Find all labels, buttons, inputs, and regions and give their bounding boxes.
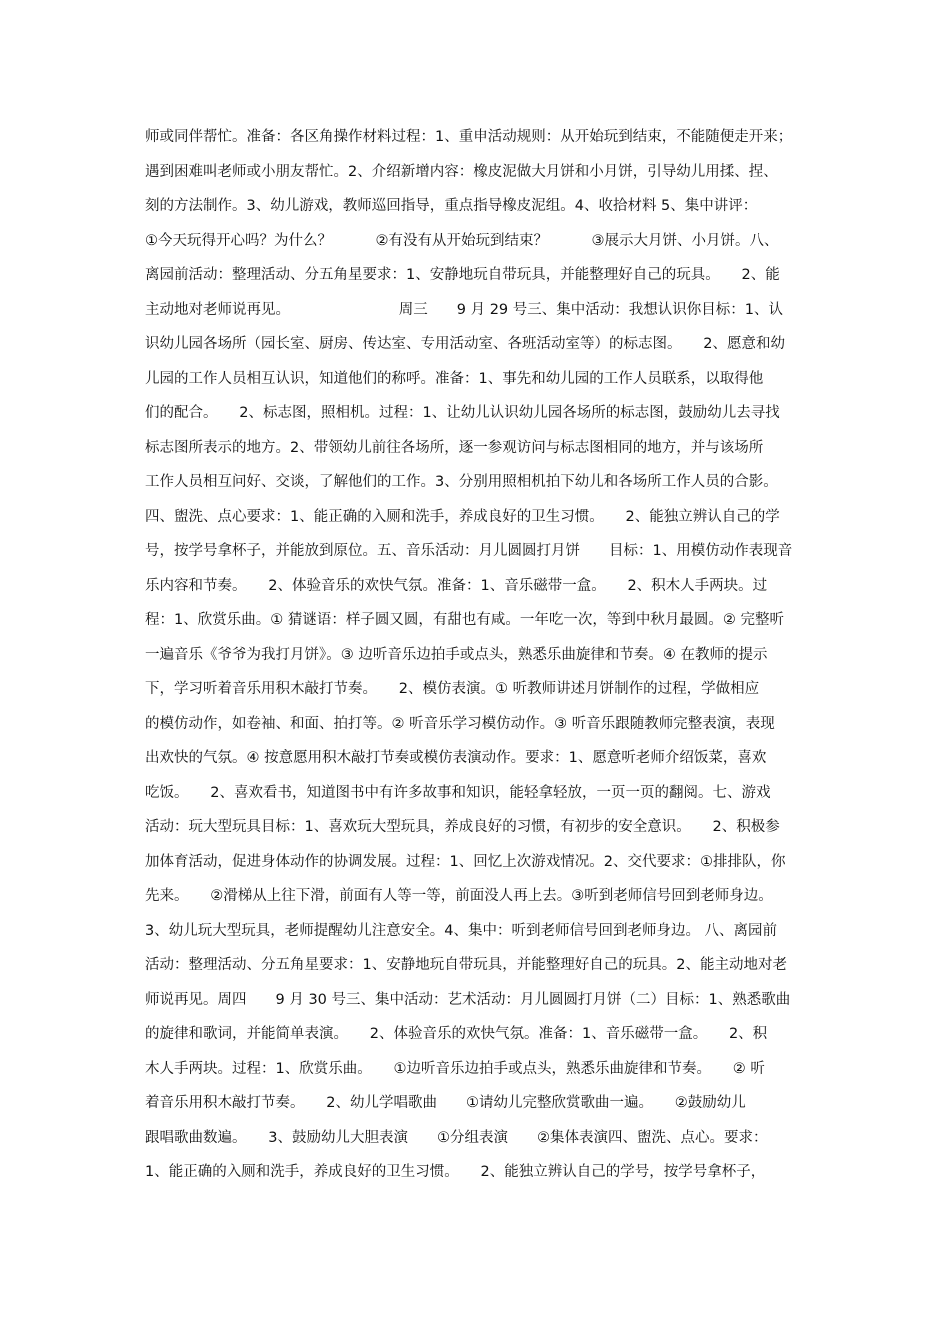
- text-line: 号，按学号拿杯子，并能放到原位。五、音乐活动：月儿圆圆打月饼 目标：1、用模仿动作表现音: [145, 543, 793, 559]
- text-line: 标志图所表示的地方。2、带领幼儿前往各场所，逐一参观访问与标志图相同的地方，并与该场所: [145, 439, 764, 456]
- text-line: 出欢快的气氛。④ 按意愿用积木敲打节奏或模仿表演动作。要求：1、愿意听老师介绍饭菜，喜欢: [145, 750, 767, 766]
- text-line: 木人手两块。过程：1、欣赏乐曲。 ①边听音乐边拍手或点头，熟悉乐曲旋律和节奏。 ② 听: [145, 1060, 765, 1077]
- text-line: 们的配合。 2、标志图，照相机。过程：1、让幼儿认识幼儿园各场所的标志图，鼓励幼儿去寻找: [145, 405, 780, 421]
- text-line: 一遍音乐《爷爷为我打月饼》。③ 边听音乐边拍手或点头，熟悉乐曲旋律和节奏。④ 在教师的提示: [145, 646, 768, 663]
- text-line: 刻的方法制作。3、幼儿游戏，教师巡回指导，重点指导橡皮泥组。4、收拾材料 5、集中讲评：: [145, 198, 758, 214]
- text-line: 识幼儿园各场所（园长室、厨房、传达室、专用活动室、各班活动室等）的标志图。 2、愿意和幼: [145, 336, 785, 352]
- text-line: 的旋律和歌词，并能简单表演。 2、体验音乐的欢快气氛。准备：1、音乐磁带一盒。 2、积: [145, 1026, 768, 1042]
- text-line: 吃饭。 2、喜欢看书，知道图书中有许多故事和知识，能轻拿轻放，一页一页的翻阅。七、游戏: [145, 784, 771, 801]
- text-line: 乐内容和节奏。 2、体验音乐的欢快气氛。准备：1、音乐磁带一盒。 2、积木人手两块。过: [145, 577, 768, 594]
- text-line: 跟唱歌曲数遍。 3、鼓励幼儿大胆表演 ①分组表演 ②集体表演四、盥洗、点心。要求：: [145, 1129, 768, 1146]
- text-line: 师说再见。周四 9 月 30 号三、集中活动：艺术活动：月儿圆圆打月饼（二）目标：1、熟悉歌曲: [145, 991, 791, 1008]
- text-line: 主动地对老师说再见。 周三 9 月 29 号三、集中活动：我想认识你目标：1、认: [145, 301, 783, 318]
- text-line: 四、盥洗、点心要求：1、能正确的入厕和洗手，养成良好的卫生习惯。 2、能独立辨认自己的学: [145, 508, 780, 525]
- text-line: 遇到困难叫老师或小朋友帮忙。2、介绍新增内容：橡皮泥做大月饼和小月饼，引导幼儿用揉、捏、: [145, 163, 778, 180]
- text-line: 程：1、欣赏乐曲。① 猜谜语：样子圆又圆，有甜也有咸。一年吃一次，等到中秋月最圆。② 完整听: [145, 612, 784, 628]
- text-line: 着音乐用积木敲打节奏。 2、幼儿学唱歌曲 ①请幼儿完整欣赏歌曲一遍。 ②鼓励幼儿: [145, 1095, 746, 1111]
- text-line: 的模仿动作，如卷袖、和面、拍打等。② 听音乐学习模仿动作。③ 听音乐跟随教师完整表演，表现: [145, 715, 775, 732]
- text-line: 工作人员相互问好、交谈，了解他们的工作。3、分别用照相机拍下幼儿和各场所工作人员的合影。: [145, 474, 778, 490]
- text-line: ①今天玩得开心吗？为什么？ ②有没有从开始玩到结束？ ③展示大月饼、小月饼。八、: [145, 232, 779, 249]
- text-line: 活动：整理活动、分五角星要求：1、安静地玩自带玩具，并能整理好自己的玩具。2、能主动地对老: [145, 957, 787, 973]
- text-line: 加体育活动，促进身体动作的协调发展。过程：1、回忆上次游戏情况。2、交代要求：①排排队，你: [145, 853, 786, 870]
- text-line: 先来。 ②滑梯从上往下滑，前面有人等一等，前面没人再上去。③听到老师信号回到老师身边。: [145, 888, 773, 904]
- text-line: 活动：玩大型玩具目标：1、喜欢玩大型玩具，养成良好的习惯，有初步的安全意识。 2、积极参: [145, 819, 780, 835]
- text-line: 3、幼儿玩大型玩具，老师提醒幼儿注意安全。4、集中：听到老师信号回到老师身边。 八、离园前: [145, 922, 778, 939]
- text-line: 儿园的工作人员相互认识，知道他们的称呼。准备：1、事先和幼儿园的工作人员联系，以取得他: [145, 370, 764, 387]
- text-line: 1、能正确的入厕和洗手，养成良好的卫生习惯。 2、能独立辨认自己的学号，按学号拿杯子，: [145, 1164, 766, 1180]
- text-line: 离园前活动：整理活动、分五角星要求：1、安静地玩自带玩具，并能整理好自己的玩具。 2、能: [145, 267, 780, 283]
- body-text: [145, 120, 825, 1190]
- text-line: 师或同伴帮忙。准备：各区角操作材料过程：1、重申活动规则：从开始玩到结束，不能随便走开来；: [145, 129, 793, 145]
- text-line: 下，学习听着音乐用积木敲打节奏。 2、模仿表演。① 听教师讲述月饼制作的过程，学做相应: [145, 681, 760, 697]
